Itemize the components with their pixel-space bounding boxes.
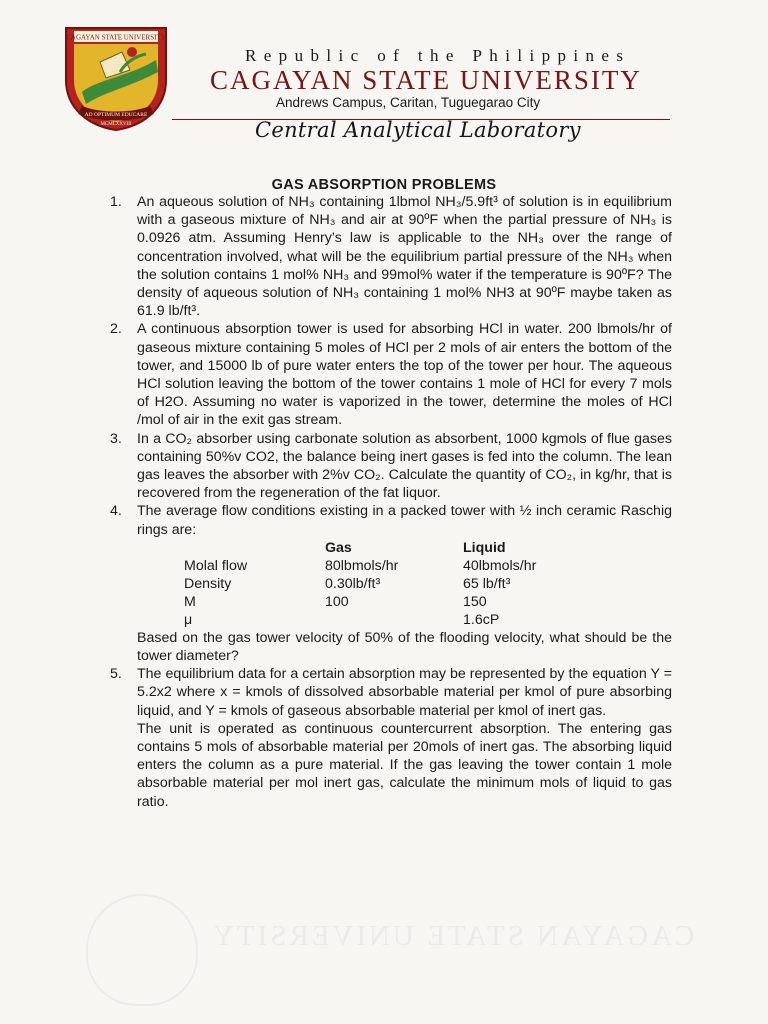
table-header-row: [137, 539, 672, 557]
seal-year-text: MCMLXXVIII: [100, 122, 132, 127]
problem-number: 5.: [110, 666, 122, 683]
problem-text: The average flow conditions existing in a packed tower with ½ inch ceramic Raschig rings are:: [137, 503, 672, 538]
table-cell: 40lbmols/hr: [463, 557, 537, 574]
laboratory-name: Central Analytical Laboratory: [255, 118, 581, 142]
problem-number: 4.: [110, 503, 122, 520]
problem-number: 1.: [110, 194, 122, 210]
university-name: CAGAYAN STATE UNIVERSITY: [210, 65, 642, 95]
seal-ribbon-text: AD OPTIMUM EDUCARE: [84, 112, 148, 118]
table-cell: 1.6cP: [463, 611, 500, 628]
table-cell: Molal flow: [184, 557, 248, 574]
table-cell: [325, 611, 463, 629]
problem-3: [110, 430, 672, 503]
table-row: [137, 575, 672, 593]
university-seal-logo: [60, 22, 172, 134]
table-row: [137, 557, 672, 575]
campus-address: Andrews Campus, Caritan, Tuguegarao City: [276, 95, 541, 110]
problem-4: [110, 502, 672, 665]
watermark-seal: [86, 894, 198, 1006]
problem-number: 2.: [110, 321, 122, 338]
table-cell: 150: [463, 593, 487, 610]
table-cell: μ: [184, 611, 193, 628]
table-cell: 0.30lb/ft³: [325, 575, 381, 592]
watermark-text: CAGAYAN STATE UNIVERSITY: [210, 920, 695, 952]
problem-1: [110, 193, 672, 320]
table-row: [137, 593, 672, 611]
republic-heading: Republic of the Philippines: [245, 46, 631, 65]
document-title: GAS ABSORPTION PROBLEMS: [271, 177, 497, 193]
problem-question: Based on the gas tower velocity of 50% of the flooding velocity, what should be the tower diameter?: [137, 629, 672, 665]
table-row: [137, 611, 672, 629]
table-header-cell: Liquid: [463, 539, 506, 556]
table-header-cell: Gas: [325, 539, 352, 556]
table-cell: M: [184, 593, 196, 610]
table-header-cell: [137, 539, 325, 557]
problem-5: [110, 665, 672, 811]
problem-2: [110, 320, 672, 429]
problem-list: [110, 193, 672, 811]
table-cell: 100: [325, 593, 349, 610]
problem-text: An aqueous solution of NH₃ containing 1lbmol NH₃/5.9ft³ of solution is in equilibrium with a gaseous mixture of NH₃ and air at 90ºF when the partial pressure of NH₃ is 0.0926 atm. Assuming Henry’s law is applicable to the NH₃ over the range of concentration involved, what will be the equilibrium partial pressure of the NH₃ when the solution contains 1 mol% NH₃ and 99mol% water if the temperature is 90ºF? The density of aqueous solution of NH₃ containing 1 mol% NH3 at 90ºF maybe taken as 61.9 lb/ft³.: [137, 194, 672, 320]
problem-text-continued: The unit is operated as continuous countercurrent absorption. The entering gas contains 5 mols of absorbable material per 20mols of inert gas. The absorbing liquid enters the column as a pure material. If the gas leaving the tower contain 1 mole absorbable material per mol inert gas, calculate the minimum mols of liquid to gas ratio.: [137, 720, 672, 810]
problem-text: The equilibrium data for a certain absorption may be represented by the equation Y = 5.2x2 where x = kmols of dissolved absorbable material per kmol of pure absorbing liquid, and Y = kmols of gaseous absorbable material per kmol of inert gas.: [137, 666, 672, 719]
problem-number: 3.: [110, 430, 122, 447]
table-cell: 65 lb/ft³: [463, 575, 511, 592]
table-cell: 80lbmols/hr: [325, 557, 399, 574]
table-cell: Density: [184, 575, 232, 592]
problem-text: In a CO₂ absorber using carbonate solution as absorbent, 1000 kgmols of flue gases containing 50%v CO2, the balance being inert gases is fed into the column. The lean gas leaves the absorber with 2%v CO₂. Calculate the quantity of CO₂, in kg/hr, that is recovered from the regeneration of the fat liquor.: [137, 430, 672, 502]
seal-top-text: CAGAYAN STATE UNIVERSITY: [66, 33, 166, 42]
problem-text: A continuous absorption tower is used for absorbing HCl in water. 200 lbmols/hr of gaseous mixture containing 5 moles of HCl per 2 mols of air enters the bottom of the tower, and 15000 lb of pure water enters the top of the tower per hour. The aqueous HCl solution leaving the bottom of the tower contains 1 mole of HCl for every 7 mols of H2O. Assuming no water is vaporized in the tower, determine the moles of HCl /mol of air in the exit gas stream.: [137, 321, 672, 429]
flow-conditions-table: [137, 539, 672, 629]
